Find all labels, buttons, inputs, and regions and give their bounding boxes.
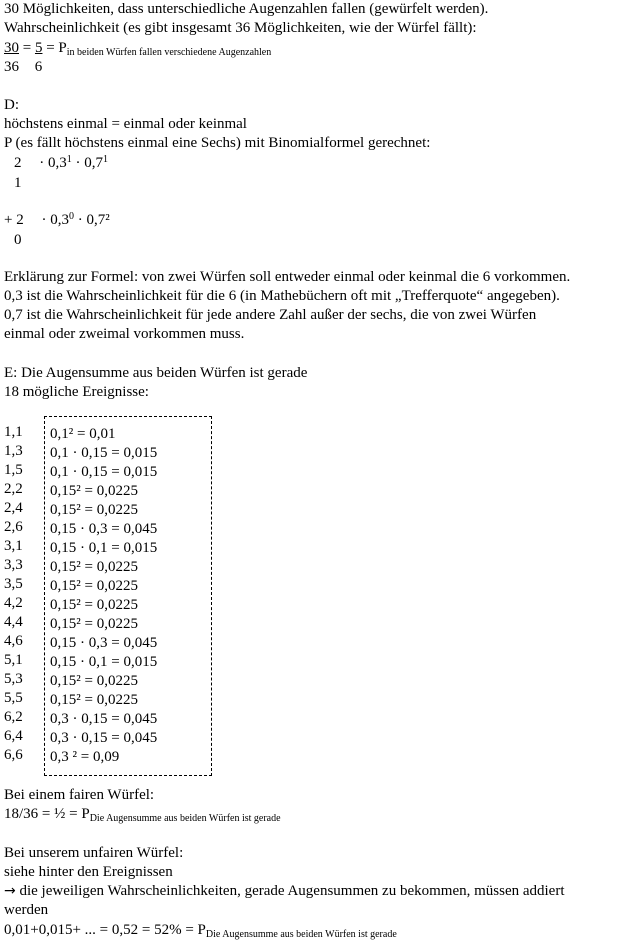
explanation-line: 0,3 ist die Wahrscheinlichkeit für die 6 (in Mathebüchern oft mit „Trefferquote“ angegeben). (4, 288, 560, 304)
text-line: P (es fällt höchstens einmal eine Sechs) mit Binomialformel gerechnet: (4, 135, 431, 151)
prob-a: 0,3 (50, 212, 69, 228)
event-item: 5,1 (4, 652, 23, 668)
probability-item: 0,15 · 0,3 = 0,045 (50, 635, 158, 651)
binomial-n: 2 (14, 155, 22, 171)
unfair-formula: 0,01+0,015+ ... = 0,52 = 52% = P (4, 922, 206, 938)
fair-result (4, 805, 281, 825)
plus-n: + 2 (4, 212, 24, 228)
fraction-denominator: 36 (4, 59, 19, 75)
probability-item: 0,1 · 0,15 = 0,015 (50, 464, 158, 480)
probability-item: 0,1 · 0,15 = 0,015 (50, 445, 158, 461)
fair-formula: 18/36 = ½ = P (4, 806, 90, 822)
fraction-numerator: 30 (4, 40, 19, 56)
binomial-term-2 (4, 211, 110, 231)
event-item: 4,6 (4, 633, 23, 649)
text-line: werden (4, 902, 49, 918)
text-line: 30 Möglichkeiten, dass unterschiedliche Augenzahlen fallen (gewürfelt werden). (4, 1, 489, 17)
fraction-numerator: 5 (34, 40, 43, 56)
probability-item: 0,15 · 0,3 = 0,045 (50, 521, 158, 537)
event-item: 6,2 (4, 709, 23, 725)
p-subscript: Die Augensumme aus beiden Würfen ist gerade (205, 929, 397, 940)
event-item: 2,6 (4, 519, 23, 535)
arrow-right-icon: → (4, 883, 16, 899)
exponent: 1 (103, 154, 108, 165)
equals-sign: = (22, 40, 32, 56)
section-d-label: D: (4, 97, 19, 113)
p-subscript: Die Augensumme aus beiden Würfen ist gerade (89, 813, 281, 824)
event-item: 2,2 (4, 481, 23, 497)
binomial-term-1 (14, 154, 108, 174)
section-e-title: E: Die Augensumme aus beiden Würfen ist gerade (4, 365, 308, 381)
dot-operator: · (39, 155, 45, 171)
probability-item: 0,3 ² = 0,09 (50, 749, 120, 765)
probability-item: 0,15² = 0,0225 (50, 673, 138, 689)
fraction-denominator: 6 (34, 59, 43, 75)
probability-item: 0,15² = 0,0225 (50, 559, 138, 575)
unfair-heading: Bei unserem unfairen Würfel: (4, 845, 184, 861)
event-item: 3,1 (4, 538, 23, 554)
unfair-result (4, 921, 397, 941)
explanation-line: Erklärung zur Formel: von zwei Würfen soll entweder einmal oder keinmal die 6 vorkommen. (4, 269, 571, 285)
binomial-k: 1 (14, 175, 22, 191)
probability-item: 0,15² = 0,0225 (50, 578, 138, 594)
probability-item: 0,15 · 0,1 = 0,015 (50, 654, 158, 670)
probability-item: 0,15² = 0,0225 (50, 483, 138, 499)
probability-item: 0,1² = 0,01 (50, 426, 116, 442)
event-item: 3,3 (4, 557, 23, 573)
prob-a: 0,3 (48, 155, 67, 171)
text-line: höchstens einmal = einmal oder keinmal (4, 116, 247, 132)
event-item: 1,1 (4, 424, 23, 440)
dot-operator: · (75, 155, 81, 171)
dot-operator: · (77, 212, 83, 228)
p-subscript: in beiden Würfen fallen verschiedene Augenzahlen (66, 47, 272, 58)
binomial-k: 0 (14, 232, 22, 248)
probability-item: 0,15² = 0,0225 (50, 692, 138, 708)
prob-b: 0,7 (84, 155, 103, 171)
event-item: 5,5 (4, 690, 23, 706)
exponent: 1 (66, 154, 72, 165)
unfair-text: die jeweiligen Wahrscheinlichkeiten, gerade Augensummen zu bekommen, müssen addiert (19, 883, 565, 899)
fraction-denominators (4, 58, 42, 77)
event-item: 4,2 (4, 595, 23, 611)
event-item: 3,5 (4, 576, 23, 592)
probability-item: 0,15 · 0,1 = 0,015 (50, 540, 158, 556)
dot-operator: · (41, 212, 47, 228)
event-item: 6,4 (4, 728, 23, 744)
event-item: 2,4 (4, 500, 23, 516)
probability-item: 0,3 · 0,15 = 0,045 (50, 730, 158, 746)
text-line (4, 882, 565, 901)
explanation-line: einmal oder zweimal vorkommen muss. (4, 326, 245, 342)
fair-heading: Bei einem fairen Würfel: (4, 787, 155, 803)
fraction-line (4, 39, 271, 59)
event-item: 1,5 (4, 462, 23, 478)
event-item: 4,4 (4, 614, 23, 630)
probability-item: 0,15² = 0,0225 (50, 597, 138, 613)
text-line: Wahrscheinlichkeit (es gibt insgesamt 36 Möglichkeiten, wie der Würfel fällt): (4, 20, 477, 36)
event-item: 1,3 (4, 443, 23, 459)
event-item: 6,6 (4, 747, 23, 763)
section-e-subtitle: 18 mögliche Ereignisse: (4, 384, 149, 400)
event-item: 5,3 (4, 671, 23, 687)
probability-item: 0,15² = 0,0225 (50, 502, 138, 518)
text-line: siehe hinter den Ereignissen (4, 864, 173, 880)
prob-b: 0,7² (86, 212, 110, 228)
explanation-line: 0,7 ist die Wahrscheinlichkeit für jede andere Zahl außer der sechs, die von zwei Würfen (4, 307, 537, 323)
probability-item: 0,3 · 0,15 = 0,045 (50, 711, 158, 727)
exponent: 0 (68, 211, 74, 222)
probability-item: 0,15² = 0,0225 (50, 616, 138, 632)
equals-p: = P (46, 40, 67, 56)
